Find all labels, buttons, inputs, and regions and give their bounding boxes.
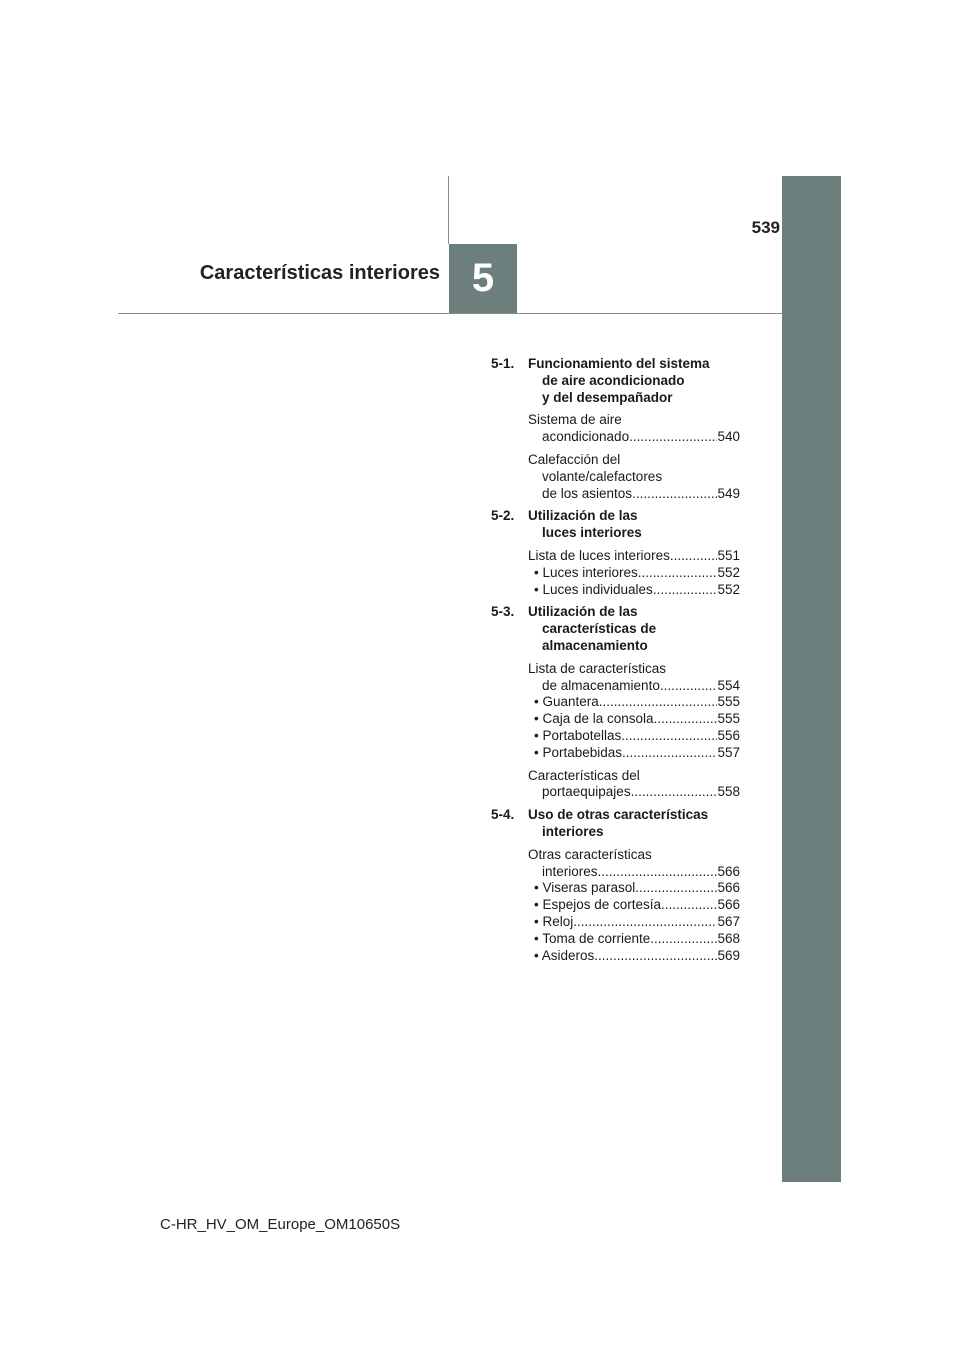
toc-entry-label: • Luces interiores: [534, 564, 638, 580]
toc-section-heading[interactable]: [491, 604, 740, 654]
toc-page-number: 551: [717, 547, 740, 563]
toc-entry-label: Lista de luces interiores: [528, 547, 670, 563]
toc-section-title-line: Utilización de las: [528, 508, 638, 524]
toc-entry-lead: Características del: [528, 767, 640, 783]
toc-entry: [528, 412, 740, 446]
toc-entries: [491, 847, 740, 965]
toc-subentry-link[interactable]: [528, 880, 740, 897]
toc-dot-leader: [632, 486, 717, 503]
toc-page-number: 552: [717, 581, 740, 597]
toc-section-heading[interactable]: [491, 356, 740, 406]
toc-dot-leader: [660, 678, 718, 695]
toc-page-number: 568: [717, 930, 740, 946]
toc-entry-link[interactable]: [528, 486, 740, 503]
toc-dot-leader: [594, 948, 717, 965]
toc-dot-leader: [598, 864, 718, 881]
toc-section: [491, 356, 740, 502]
toc-section-title: [528, 508, 740, 542]
toc-dot-leader: [629, 429, 717, 446]
toc-entries: [491, 661, 740, 801]
chapter-title: Características interiores: [199, 262, 440, 284]
toc-entry-lead: Lista de características: [528, 660, 667, 676]
toc-section-title-line: interiores: [542, 823, 604, 839]
toc-page-number: 540: [717, 429, 740, 445]
toc-subentry-link[interactable]: [528, 694, 740, 711]
toc-section-title-line: características de: [542, 621, 657, 637]
toc-entries: [491, 548, 740, 598]
toc-page-number: 556: [717, 727, 740, 743]
toc-entry-link[interactable]: [528, 864, 740, 881]
toc-dot-leader: [653, 582, 718, 599]
toc-entry: [528, 768, 740, 802]
toc-section: [491, 508, 740, 598]
chapter-number-badge: [449, 244, 517, 313]
toc-entry-label: portaequipajes: [542, 784, 631, 800]
toc-subentry-link[interactable]: [528, 897, 740, 914]
header-vertical-rule: [448, 176, 449, 244]
toc-dot-leader: [635, 880, 717, 897]
table-of-contents: [491, 356, 740, 970]
toc-entry-label: • Caja de la consola: [534, 711, 654, 727]
page-number: 539: [751, 218, 780, 237]
toc-entry-label: • Guantera: [534, 694, 599, 710]
toc-dot-leader: [622, 745, 717, 762]
toc-dot-leader: [670, 548, 718, 565]
toc-entry-link[interactable]: [528, 548, 740, 565]
toc-subentry-link[interactable]: [528, 711, 740, 728]
toc-page-number: 558: [717, 784, 740, 800]
toc-section-title-line: luces interiores: [542, 525, 642, 541]
toc-section: [491, 604, 740, 801]
toc-section-title-line: y del desempañador: [542, 389, 673, 405]
toc-dot-leader: [661, 897, 717, 914]
toc-page-number: 557: [717, 744, 740, 760]
toc-entry-label: de los asientos: [542, 485, 633, 501]
toc-entry: [528, 452, 740, 502]
toc-subentry-link[interactable]: [528, 728, 740, 745]
toc-page-number: 552: [717, 564, 740, 580]
toc-subentry-link[interactable]: [528, 565, 740, 582]
toc-entry: [528, 548, 740, 598]
toc-subentry-link[interactable]: [528, 914, 740, 931]
toc-page-number: 555: [717, 711, 740, 727]
toc-page-number: 566: [717, 863, 740, 879]
toc-section-number: 5-3.: [491, 604, 515, 620]
toc-page-number: 566: [717, 880, 740, 896]
toc-entry-lead: Sistema de aire: [528, 412, 622, 428]
toc-section-title: [528, 604, 740, 654]
chapter-side-tab: [782, 176, 841, 1182]
toc-dot-leader: [573, 914, 717, 931]
toc-entry-link[interactable]: [528, 429, 740, 446]
toc-entry: [528, 847, 740, 965]
toc-entry-lead: volante/calefactores: [542, 468, 663, 484]
toc-subentry-link[interactable]: [528, 745, 740, 762]
footer-doc-code: C-HR_HV_OM_Europe_OM10650S: [160, 1216, 401, 1233]
header-horizontal-rule: [118, 313, 782, 314]
toc-entry-label: • Espejos de cortesía: [534, 897, 662, 913]
toc-entry-label: • Portabotellas: [534, 727, 622, 743]
toc-entry-label: • Viseras parasol: [534, 880, 636, 896]
toc-entry-label: de almacenamiento: [542, 677, 660, 693]
toc-page-number: 566: [717, 897, 740, 913]
toc-entry-label: • Luces individuales: [534, 581, 653, 597]
toc-dot-leader: [599, 694, 718, 711]
toc-section-number: 5-2.: [491, 508, 515, 524]
toc-section-number: 5-1.: [491, 356, 515, 371]
toc-page-number: 567: [717, 913, 740, 929]
toc-entry-label: • Reloj: [534, 913, 574, 929]
toc-section-heading[interactable]: [491, 508, 740, 542]
toc-dot-leader: [654, 711, 718, 728]
toc-entry-label: • Asideros: [534, 947, 595, 963]
toc-page-number: 569: [717, 947, 740, 963]
toc-section-title: [528, 356, 740, 406]
toc-entry-lead: Otras características: [528, 846, 652, 862]
toc-entry-label: acondicionado: [542, 429, 630, 445]
toc-entry-link[interactable]: [528, 678, 740, 695]
toc-entry-label: • Portabebidas: [534, 744, 623, 760]
toc-dot-leader: [621, 728, 717, 745]
toc-page-number: 554: [717, 677, 740, 693]
toc-section-title-line: Utilización de las: [528, 604, 638, 620]
toc-subentry-link[interactable]: [528, 931, 740, 948]
toc-entries: [491, 412, 740, 502]
toc-subentry-link[interactable]: [528, 948, 740, 965]
toc-entry-link[interactable]: [528, 784, 740, 801]
toc-section-title-line: almacenamiento: [542, 637, 648, 653]
toc-subentry-link[interactable]: [528, 582, 740, 599]
toc-section-heading[interactable]: [491, 807, 740, 841]
toc-section-title: [528, 807, 740, 841]
toc-entry: [528, 661, 740, 762]
toc-section-title-line: Funcionamiento del sistema: [528, 356, 710, 371]
toc-page-number: 555: [717, 694, 740, 710]
toc-section-title-line: Uso de otras características: [528, 807, 709, 823]
toc-entry-label: • Toma de corriente: [534, 930, 651, 946]
toc-page-number: 549: [717, 485, 740, 501]
toc-section-title-line: de aire acondicionado: [542, 372, 685, 388]
toc-entry-lead: Calefacción del: [528, 451, 621, 467]
toc-dot-leader: [631, 784, 718, 801]
chapter-number: 5: [471, 256, 495, 300]
toc-dot-leader: [650, 931, 717, 948]
toc-entry-label: interiores: [542, 863, 598, 879]
toc-dot-leader: [638, 565, 718, 582]
toc-section-number: 5-4.: [491, 807, 515, 823]
toc-section: [491, 807, 740, 964]
